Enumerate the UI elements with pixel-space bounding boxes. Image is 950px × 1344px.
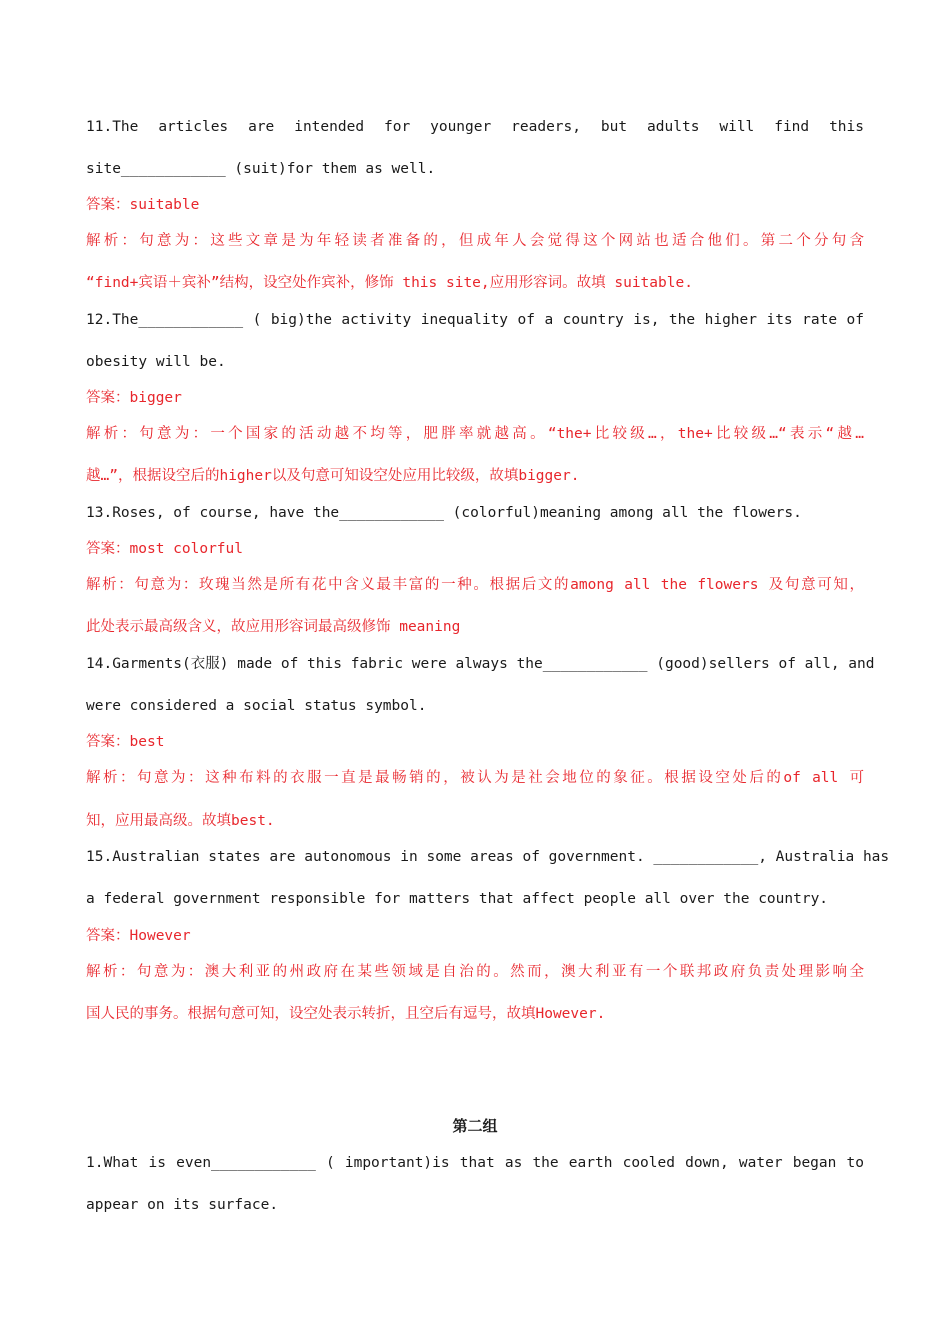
question-14-answer: 答案：best (86, 734, 165, 750)
question-15-analysis-line-2: 国人民的事务。根据句意可知，设空处表示转折，且空后有逗号，故填However. (86, 1006, 606, 1022)
section-heading: 第二组 (452, 1117, 498, 1135)
question-14-line-1: 14.Garments(衣服) made of this fabric were always the____________ (good)sellers of all, and (86, 656, 875, 672)
question-12-answer: 答案：bigger (86, 390, 182, 406)
group-2-question-1-line-2: appear on its surface. (86, 1197, 279, 1213)
question-13-analysis-line-1: 解析：句意为：玫瑰当然是所有花中含义最丰富的一种。根据后文的among all the flowers 及句意可知， (86, 577, 864, 593)
question-11-analysis-line-1: 解析：句意为：这些文章是为年轻读者准备的，但成年人会觉得这个网站也适合他们。第二个分句含 (86, 233, 864, 249)
question-12-line-1: 12.The____________ ( big)the activity inequality of a country is, the higher its rate of (86, 312, 864, 328)
question-12-analysis-line-2: 越…”，根据设空后的higher以及句意可知设空处应用比较级，故填bigger. (86, 468, 580, 484)
question-15-line-2: a federal government responsible for matters that affect people all over the country. (86, 891, 829, 907)
question-14-analysis-line-2: 知，应用最高级。故填best. (86, 813, 275, 829)
question-13-answer: 答案：most colorful (86, 541, 243, 557)
question-13-analysis-line-2: 此处表示最高级含义，故应用形容词最高级修饰 meaning (86, 619, 461, 635)
question-11-analysis-line-2: “find+宾语＋宾补”结构，设空处作宾补，修饰 this site,应用形容词。故填 suitable. (86, 275, 693, 291)
question-11-line-2: site____________ (suit)for them as well. (86, 161, 436, 177)
question-14-line-2: were considered a social status symbol. (86, 698, 427, 714)
question-12-analysis-line-1: 解析：句意为：一个国家的活动越不均等，肥胖率就越高。“the+比较级…，the+比较级…“表示“越… (86, 426, 864, 442)
question-13-line-1: 13.Roses, of course, have the____________ (colorful)meaning among all the flowers. (86, 505, 802, 521)
question-15-answer: 答案：However (86, 928, 191, 944)
question-15-analysis-line-1: 解析：句意为：澳大利亚的州政府在某些领域是自治的。然而，澳大利亚有一个联邦政府负责处理影响全 (86, 964, 864, 980)
question-12-line-2: obesity will be. (86, 354, 226, 370)
group-2-question-1-line-1: 1.What is even____________ ( important)is that as the earth cooled down, water began to (86, 1155, 864, 1171)
question-11-answer: 答案：suitable (86, 197, 200, 213)
question-15-line-1: 15.Australian states are autonomous in some areas of government. ____________, Australia has (86, 849, 890, 865)
question-11-line-1: 11.The articles are intended for younger readers, but adults will find this (86, 119, 864, 135)
question-14-analysis-line-1: 解析：句意为：这种布料的衣服一直是最畅销的，被认为是社会地位的象征。根据设空处后的of all 可 (86, 770, 864, 786)
